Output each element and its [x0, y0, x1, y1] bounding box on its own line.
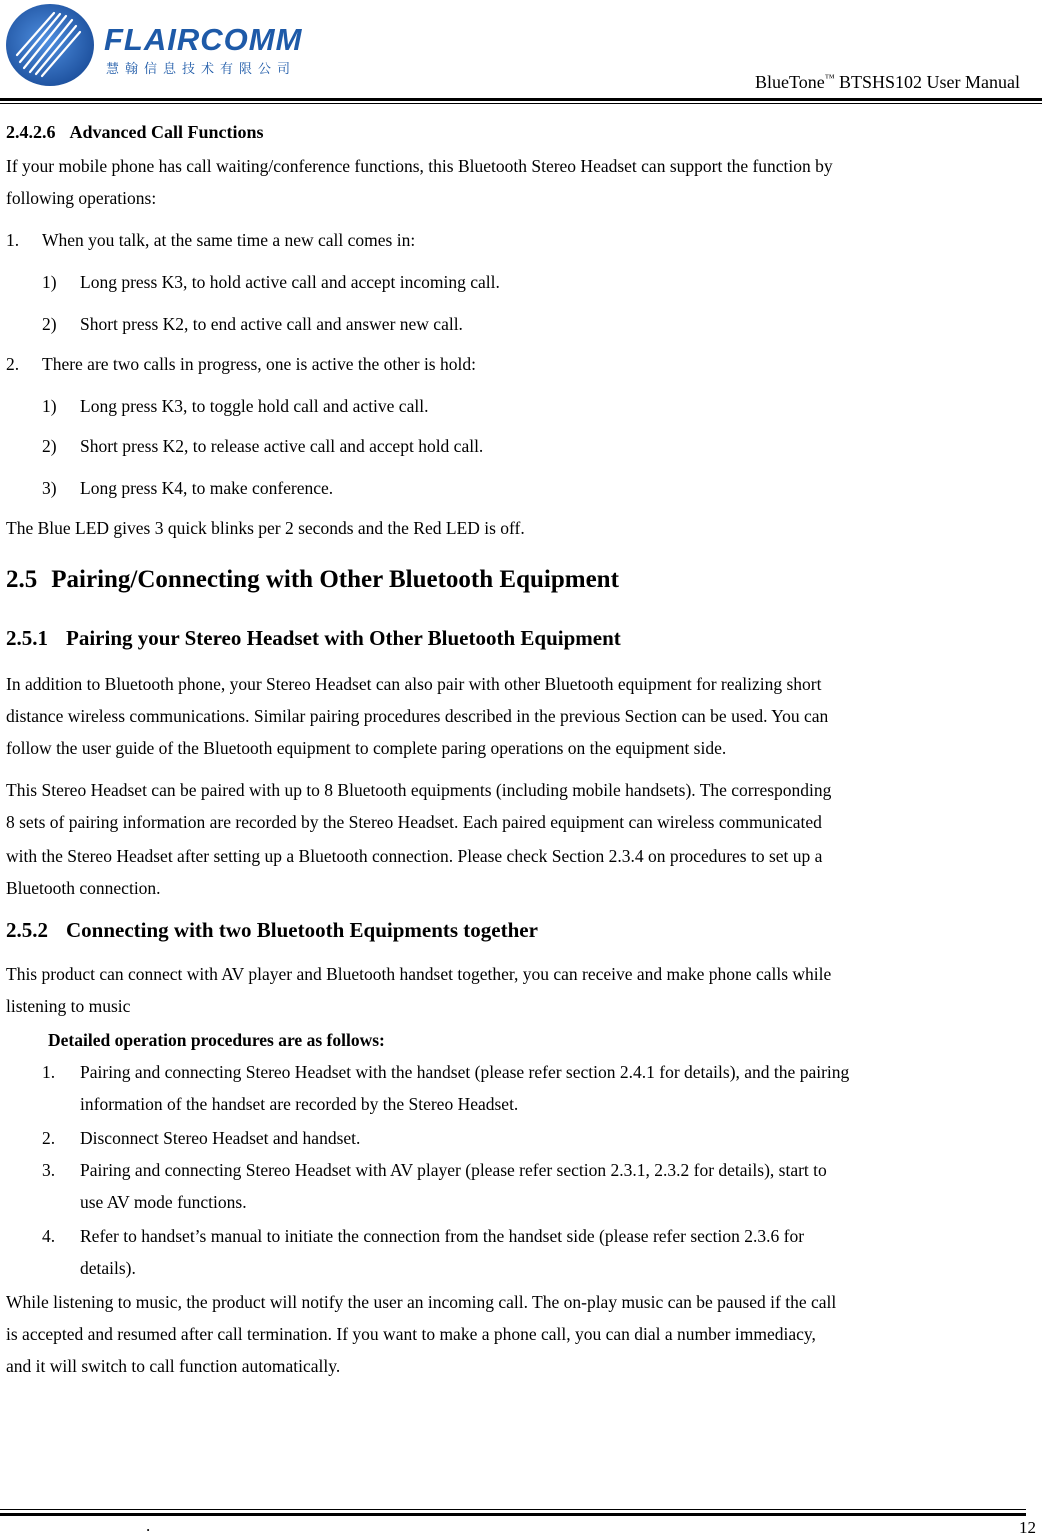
paragraph-line: follow the user guide of the Bluetooth equipment to complete paring operations on the equipment side.: [6, 738, 727, 758]
sub-item-number: 1): [42, 396, 57, 416]
list-item-number: 2.: [6, 354, 20, 374]
paragraph-line: following operations:: [6, 188, 157, 208]
section-heading-2-4-2-6: 2.4.2.6 Advanced Call Functions: [6, 122, 264, 142]
paragraph-line: and it will switch to call function automatically.: [6, 1356, 341, 1376]
paragraph-line: While listening to music, the product will notify the user an incoming call. The on-play music can be paused if the call: [6, 1292, 837, 1312]
paragraph-line: distance wireless communications. Similar pairing procedures described in the previous Section can be used. You can: [6, 706, 829, 726]
sub-item-number: 2): [42, 314, 57, 334]
step-text: Pairing and connecting Stereo Headset with AV player (please refer section 2.3.1, 2.3.2 for details), start to: [80, 1160, 827, 1180]
paragraph-line: with the Stereo Headset after setting up a Bluetooth connection. Please check Section 2.3.4 on procedures to set up a: [6, 846, 823, 866]
led-note: The Blue LED gives 3 quick blinks per 2 seconds and the Red LED is off.: [6, 518, 525, 538]
logo-chinese-name: 慧翰信息技术有限公司: [106, 62, 297, 77]
sub-item-number: 3): [42, 478, 57, 498]
document-title: BlueTone™ BTSHS102 User Manual: [754, 72, 1020, 92]
sub-item-text: Short press K2, to end active call and answer new call.: [80, 314, 463, 334]
paragraph-line: is accepted and resumed after call termination. If you want to make a phone call, you can dial a number immediacy,: [6, 1324, 816, 1344]
step-text: use AV mode functions.: [80, 1192, 247, 1212]
logo-wordmark: FLAIRCOMM: [104, 22, 303, 57]
step-number: 1.: [42, 1062, 56, 1082]
header-rule-thin: [0, 103, 1042, 104]
logo-emblem-icon: [4, 2, 96, 88]
list-item-text: There are two calls in progress, one is active the other is hold:: [42, 354, 476, 374]
footer-dot: .: [146, 1516, 151, 1535]
step-number: 3.: [42, 1160, 56, 1180]
footer-rule-thin: [0, 1509, 1026, 1510]
sub-item-number: 2): [42, 436, 57, 456]
page-number: 12: [1019, 1518, 1036, 1537]
paragraph-line: listening to music: [6, 996, 131, 1016]
sub-item-number: 1): [42, 272, 57, 292]
section-heading-2-5-2: 2.5.2 Connecting with two Bluetooth Equipments together: [6, 918, 538, 942]
paragraph-line: 8 sets of pairing information are recorded by the Stereo Headset. Each paired equipment can wireless communicated: [6, 812, 822, 832]
step-text: details).: [80, 1258, 136, 1278]
step-text: Pairing and connecting Stereo Headset with the handset (please refer section 2.4.1 for details), and the pairing: [80, 1062, 850, 1082]
step-text: Refer to handset’s manual to initiate the connection from the handset side (please refer section 2.3.6 for: [80, 1226, 805, 1246]
section-heading-2-5-1: 2.5.1 Pairing your Stereo Headset with Other Bluetooth Equipment: [6, 626, 621, 650]
sub-item-text: Short press K2, to release active call and accept hold call.: [80, 436, 484, 456]
step-number: 2.: [42, 1128, 56, 1148]
sub-item-text: Long press K4, to make conference.: [80, 478, 334, 498]
header-rule-thick: [0, 98, 1042, 101]
section-heading-2-5: 2.5 Pairing/Connecting with Other Bluetooth Equipment: [6, 566, 619, 593]
sub-item-text: Long press K3, to hold active call and accept incoming call.: [80, 272, 500, 292]
footer-rule-thick: [0, 1513, 1026, 1516]
sub-item-text: Long press K3, to toggle hold call and active call.: [80, 396, 429, 416]
paragraph-line: This product can connect with AV player and Bluetooth handset together, you can receive and make phone calls while: [6, 964, 832, 984]
list-item-number: 1.: [6, 230, 20, 250]
paragraph-line: Bluetooth connection.: [6, 878, 161, 898]
step-text: information of the handset are recorded by the Stereo Headset.: [80, 1094, 519, 1114]
paragraph-line: If your mobile phone has call waiting/conference functions, this Bluetooth Stereo Headset can support the function by: [6, 156, 833, 176]
flaircomm-logo: [4, 2, 314, 88]
step-text: Disconnect Stereo Headset and handset.: [80, 1128, 361, 1148]
paragraph-line: In addition to Bluetooth phone, your Stereo Headset can also pair with other Bluetooth equipment for realizing short: [6, 674, 822, 694]
procedure-heading: Detailed operation procedures are as follows:: [48, 1030, 385, 1050]
trademark-symbol: ™: [824, 73, 835, 84]
list-item-text: When you talk, at the same time a new call comes in:: [42, 230, 416, 250]
paragraph-line: This Stereo Headset can be paired with up to 8 Bluetooth equipments (including mobile handsets). The corresponding: [6, 780, 832, 800]
step-number: 4.: [42, 1226, 56, 1246]
